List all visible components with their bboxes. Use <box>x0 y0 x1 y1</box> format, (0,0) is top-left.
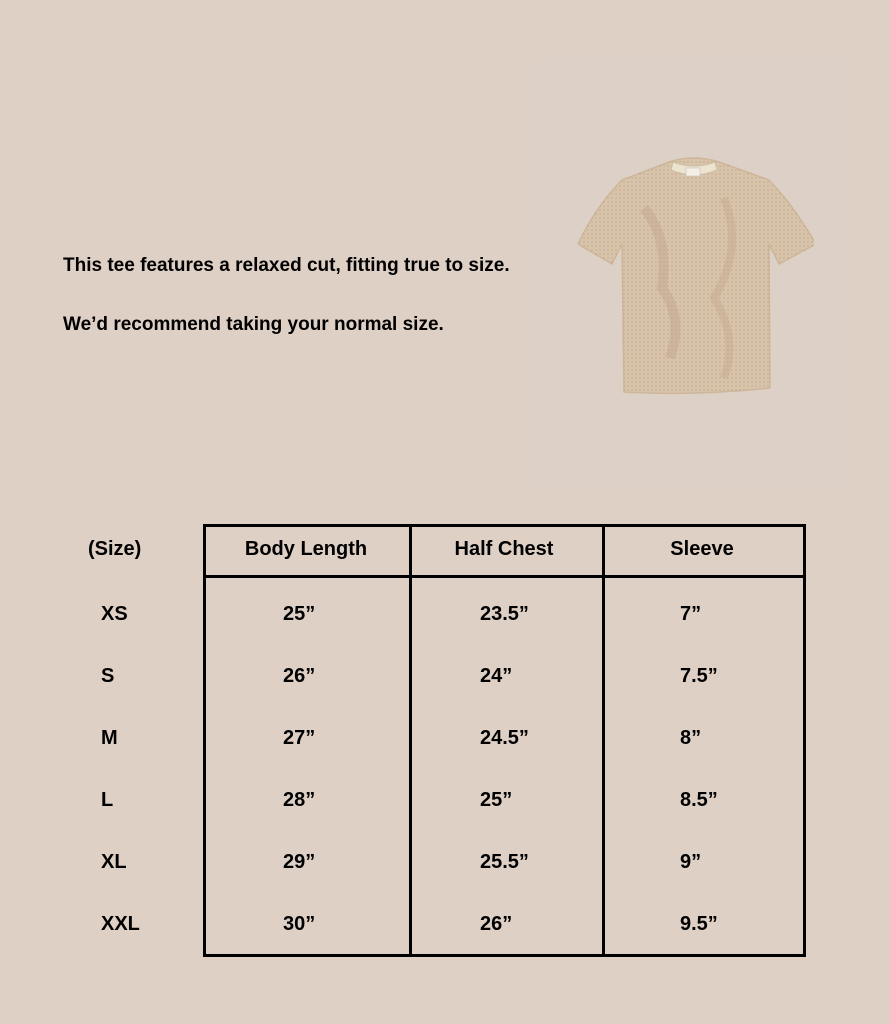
body-length-cell: 30” <box>283 913 316 935</box>
column-divider <box>409 527 412 954</box>
column-divider <box>602 527 605 954</box>
half-chest-cell: 25.5” <box>480 851 529 873</box>
header-divider <box>206 575 803 578</box>
sleeve-cell: 9” <box>680 851 702 873</box>
sleeve-cell: 8” <box>680 727 702 749</box>
half-chest-cell: 26” <box>480 913 513 935</box>
size-cell: M <box>101 727 118 749</box>
size-cell: XL <box>101 851 127 873</box>
half-chest-header: Half Chest <box>454 538 554 560</box>
body-length-cell: 25” <box>283 603 316 625</box>
body-length-cell: 26” <box>283 665 316 687</box>
size-cell: L <box>101 789 114 811</box>
sleeve-cell: 7.5” <box>680 665 718 687</box>
size-cell: XXL <box>101 913 140 935</box>
sleeve-cell: 7” <box>680 603 702 625</box>
half-chest-cell: 24” <box>480 665 513 687</box>
body-length-cell: 28” <box>283 789 316 811</box>
tshirt-image <box>574 148 814 398</box>
sleeve-header: Sleeve <box>670 538 734 560</box>
body-length-cell: 27” <box>283 727 316 749</box>
size-cell: S <box>101 665 115 687</box>
body-length-header: Body Length <box>244 538 368 560</box>
half-chest-cell: 25” <box>480 789 513 811</box>
fit-description: This tee features a relaxed cut, fitting true to size. <box>63 255 510 276</box>
size-column-header: (Size) <box>88 538 142 560</box>
product-photo <box>530 58 855 488</box>
half-chest-cell: 23.5” <box>480 603 529 625</box>
size-cell: XS <box>101 603 128 625</box>
sleeve-cell: 9.5” <box>680 913 718 935</box>
half-chest-cell: 24.5” <box>480 727 529 749</box>
sleeve-cell: 8.5” <box>680 789 718 811</box>
body-length-cell: 29” <box>283 851 316 873</box>
size-recommendation: We’d recommend taking your normal size. <box>63 314 444 335</box>
